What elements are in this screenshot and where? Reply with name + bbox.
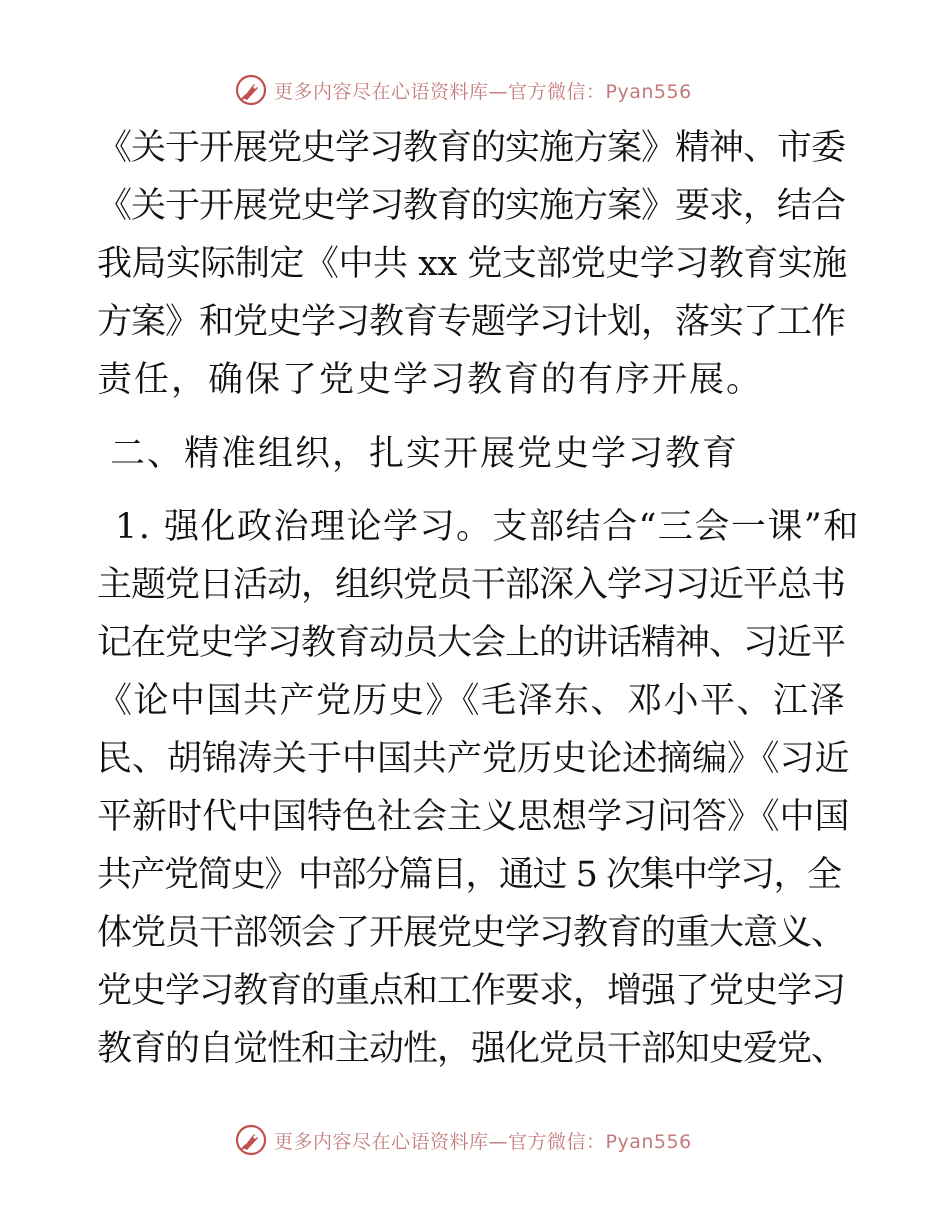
pen-nib-circle-icon [234,1123,268,1157]
watermark-header [234,72,692,108]
watermark-text: 更多内容尽在心语资料库—官方微信：Pyan556 [274,1130,692,1153]
paragraph-line: 共产党简史》中部分篇目，通过 5 次集中学习，全 [97,855,841,895]
paragraph-line: 民、胡锦涛关于中国共产党历史论述摘编》《习近 [97,739,850,779]
pen-nib-circle-icon [234,73,268,107]
watermark-footer [234,1122,692,1158]
paragraph-line: 教育的自觉性和主动性，强化党员干部知史爱党、 [97,1029,846,1069]
paragraph-line: 平新时代中国特色社会主义思想学习问答》《中国 [97,797,850,837]
paragraph-line: 主题党日活动，组织党员干部深入学习习近平总书 [97,565,846,605]
paragraph-line: 《论中国共产党历史》《毛泽东、邓小平、江泽 [97,681,847,721]
paragraph-line: 记在党史学习教育动员大会上的讲话精神、习近平 [97,623,846,663]
section-heading: 二、精准组织，扎实开展党史学习教育 [110,434,740,474]
paragraph-line: 责任，确保了党史学习教育的有序开展。 [97,360,764,400]
paragraph-line: 我局实际制定《中共 xx 党支部党史学习教育实施 [97,244,847,284]
paragraph-line: 党史学习教育的重点和工作要求，增强了党史学习 [97,971,846,1011]
paragraph-line: 方案》和党史学习教育专题学习计划，落实了工作 [97,302,846,342]
watermark-text: 更多内容尽在心语资料库—官方微信：Pyan556 [274,80,692,103]
paragraph-line: 《关于开展党史学习教育的实施方案》精神、市委 [97,128,846,168]
paragraph-line: 体党员干部领会了开展党史学习教育的重大意义、 [97,913,846,953]
paragraph-line: 1. 强化政治理论学习。支部结合“三会一课”和 [115,507,860,547]
paragraph-line: 《关于开展党史学习教育的实施方案》要求，结合 [97,186,846,226]
